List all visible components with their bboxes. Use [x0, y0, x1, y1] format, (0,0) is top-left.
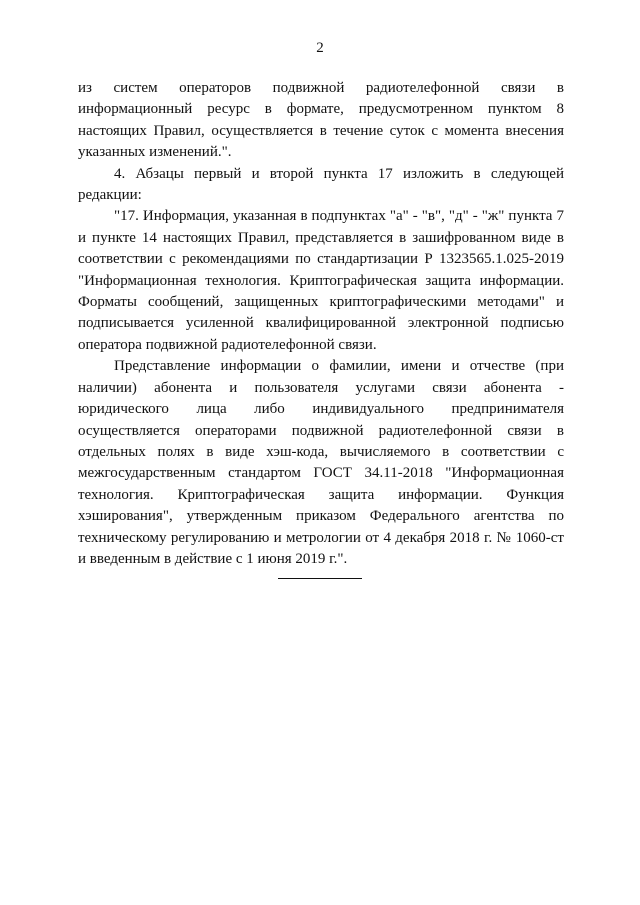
paragraph-clause-17-second: Представление информации о фамилии, имени и отчестве (при наличии) абонента и пользователя услугами связи абонента - юридического лица либо индивидуального предпринимателя осуществляется операторами подвижной радиотелефонной связи в отдельных полях в виде хэш-кода, вычисляемого в соответствии с межгосударственным стандартом ГОСТ 34.11-2018 "Информационная технология. Криптографическая защита информации. Функция хэширования", утвержденным приказом Федерального агентства по техническому регулированию и метрологии от 4 декабря 2018 г. № 1060-ст и введенным в действие с 1 июня 2019 г.".	[78, 358, 564, 567]
page-number: 2	[316, 40, 324, 56]
end-of-text-divider	[278, 578, 362, 579]
paragraph-amendment-item-4: 4. Абзацы первый и второй пункта 17 изложить в следующей редакции:	[78, 165, 564, 204]
document-body	[78, 78, 564, 570]
paragraph-clause-17-first: "17. Информация, указанная в подпунктах "а" - "в", "д" - "ж" пункта 7 и пункте 14 настоящих Правил, представляется в зашифрованном виде в соответствии с рекомендациями по стандартизации Р 1323565.1.025-2019 "Информационная технология. Криптографическая защита информации. Форматы сообщений, защищенных криптографическими методами" и подписывается усиленной квалифицированной электронной подписью оператора подвижной радиотелефонной связи.	[78, 208, 564, 353]
paragraph-continuation: из систем операторов подвижной радиотелефонной связи в информационный ресурс в формате, предусмотренном пунктом 8 настоящих Правил, осуществляется в течение суток с момента внесения указанных изменений.".	[78, 80, 564, 161]
